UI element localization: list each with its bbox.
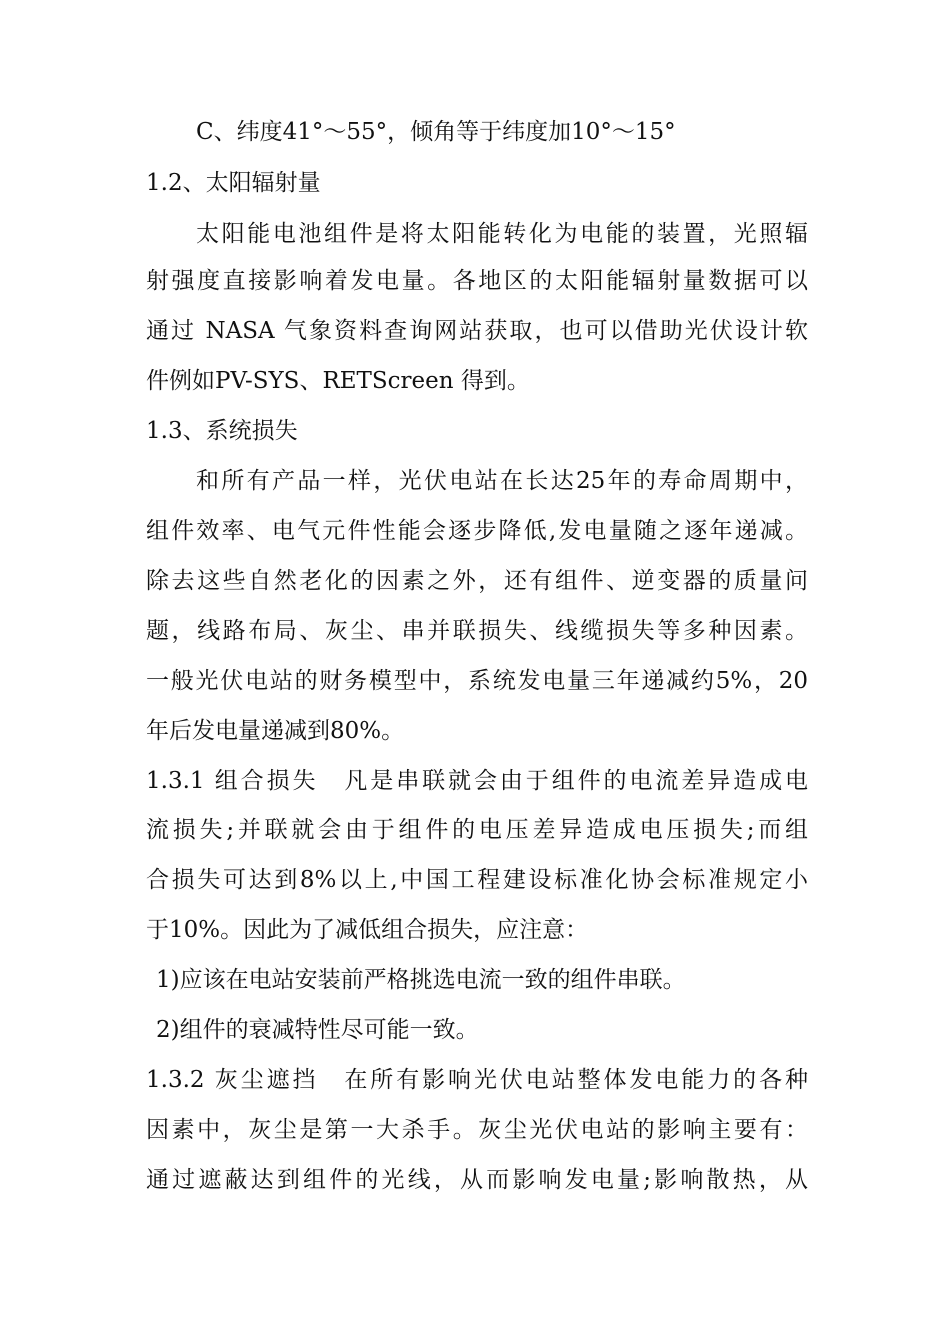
text-line: 年后发电量递减到80%。 [146,718,405,744]
text-line: 通过 NASA 气象资料查询网站获取，也可以借助光伏设计软 [146,318,808,344]
text-line: 通过遮蔽达到组件的光线，从而影响发电量;影响散热，从 [146,1167,808,1193]
text-line: 一般光伏电站的财务模型中，系统发电量三年递减约5%，20 [146,668,808,694]
text-line: 于10%。因此为了减低组合损失，应注意： [146,917,589,943]
section-heading: 1.3、系统损失 [146,418,298,444]
list-item: 2)组件的衰减特性尽可能一致。 [156,1017,479,1043]
text-line: C、纬度41°～55°，倾角等于纬度加10°～15° [196,119,676,145]
section-heading: 1.2、太阳辐射量 [146,170,321,196]
text-line: 流损失;并联就会由于组件的电压差异造成电压损失;而组 [146,817,808,843]
text-line: 和所有产品一样，光伏电站在长达25年的寿命周期中， [196,468,808,494]
text-line: 组件效率、电气元件性能会逐步降低,发电量随之逐年递减。 [146,518,808,544]
list-item: 1)应该在电站安装前严格挑选电流一致的组件串联。 [156,967,686,993]
text-line: 合损失可达到8%以上,中国工程建设标准化协会标准规定小 [146,867,808,893]
subsection-line: 1.3.1 组合损失 凡是串联就会由于组件的电流差异造成电 [146,768,808,794]
text-line: 因素中，灰尘是第一大杀手。灰尘光伏电站的影响主要有： [146,1117,808,1143]
text-line: 太阳能电池组件是将太阳能转化为电能的装置，光照辐 [196,221,808,247]
text-line: 除去这些自然老化的因素之外，还有组件、逆变器的质量问 [146,568,808,594]
text-line: 射强度直接影响着发电量。各地区的太阳能辐射量数据可以 [146,268,808,294]
text-line: 题，线路布局、灰尘、串并联损失、线缆损失等多种因素。 [146,618,808,644]
subsection-line: 1.3.2 灰尘遮挡 在所有影响光伏电站整体发电能力的各种 [146,1067,808,1093]
text-line: 件例如PV-SYS、RETScreen 得到。 [146,368,530,394]
